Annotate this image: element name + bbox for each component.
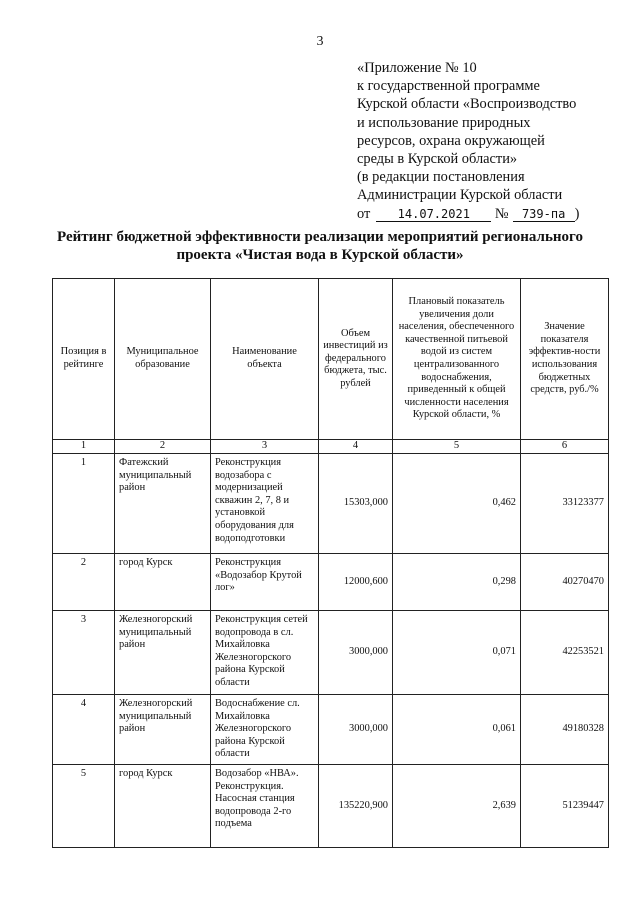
cell-investment: 3000,000 <box>319 611 393 695</box>
table-row <box>53 765 609 848</box>
cell-investment: 3000,000 <box>319 695 393 765</box>
header-object: Наименование объекта <box>211 279 319 440</box>
cell-position: 5 <box>53 765 115 848</box>
rating-table <box>52 278 609 848</box>
header-municipality: Муниципальное образование <box>115 279 211 440</box>
header-efficiency: Значение показателя эффектив-ности использования бюджетных средств, руб./% <box>521 279 609 440</box>
appendix-line: «Приложение № 10 <box>357 60 477 76</box>
cell-position: 1 <box>53 454 115 554</box>
column-number: 1 <box>53 440 115 454</box>
cell-municipality: Железногорский муниципальный район <box>115 611 211 695</box>
resolution-date-line <box>357 205 617 223</box>
table-row <box>53 695 609 765</box>
column-number: 2 <box>115 440 211 454</box>
table-header-row <box>53 279 609 440</box>
appendix-line: среды в Курской области» <box>357 151 518 168</box>
cell-position: 4 <box>53 695 115 765</box>
cell-indicator: 0,071 <box>393 611 521 695</box>
cell-efficiency: 51239447 <box>521 765 609 848</box>
header-investment: Объем инвестиций из федерального бюджета, тыс. рублей <box>319 279 393 440</box>
cell-position: 3 <box>53 611 115 695</box>
column-number: 4 <box>319 440 393 454</box>
cell-indicator: 0,061 <box>393 695 521 765</box>
column-number-row <box>53 440 609 454</box>
cell-municipality: Фатежский муниципальный район <box>115 454 211 554</box>
appendix-line: ресурсов, охрана окружающей <box>357 132 545 149</box>
appendix-line: Администрации Курской области <box>357 187 563 204</box>
cell-efficiency: 49180328 <box>521 695 609 765</box>
appendix-line: (в редакции постановления <box>357 169 525 186</box>
cell-efficiency: 42253521 <box>521 611 609 695</box>
cell-investment: 135220,900 <box>319 765 393 848</box>
cell-efficiency: 40270470 <box>521 554 609 611</box>
cell-position: 2 <box>53 554 115 611</box>
resolution-date: 14.07.2021 <box>376 207 491 222</box>
cell-efficiency: 33123377 <box>521 454 609 554</box>
page-number: 3 <box>316 34 324 49</box>
cell-investment: 15303,000 <box>319 454 393 554</box>
table-row <box>53 554 609 611</box>
cell-indicator: 2,639 <box>393 765 521 848</box>
cell-object: Реконструкция водозабора с модернизацией скважин 2, 7, 8 и установкой оборудования для водоподготовки <box>211 454 319 554</box>
resolution-number: 739-па <box>513 207 575 222</box>
column-number: 5 <box>393 440 521 454</box>
appendix-block <box>357 59 617 223</box>
cell-object: Реконструкция «Водозабор Крутой лог» <box>211 554 319 611</box>
table-row <box>53 454 609 554</box>
number-prefix: № <box>494 205 509 222</box>
cell-object: Водоснабжение сл. Михайловка Железногорского района Курской области <box>211 695 319 765</box>
table-row <box>53 611 609 695</box>
cell-investment: 12000,600 <box>319 554 393 611</box>
cell-indicator: 0,462 <box>393 454 521 554</box>
appendix-line: Курской области «Воспроизводство <box>357 96 577 113</box>
cell-object: Реконструкция сетей водопровода в сл. Михайловка Железногорского района Курской области <box>211 611 319 695</box>
column-number: 3 <box>211 440 319 454</box>
title-line-1: Рейтинг бюджетной эффективности реализации мероприятий регионального <box>57 229 583 245</box>
cell-object: Водозабор «НВА». Реконструкция. Насосная станция водопровода 2-го подъема <box>211 765 319 848</box>
closing-paren: ) <box>574 205 580 222</box>
cell-indicator: 0,298 <box>393 554 521 611</box>
cell-municipality: город Курск <box>115 554 211 611</box>
title-line-2: проекта «Чистая вода в Курской области» <box>176 247 464 263</box>
date-prefix: от <box>357 205 371 222</box>
column-number: 6 <box>521 440 609 454</box>
header-indicator: Плановый показатель увеличения доли населения, обеспеченного качественной питьевой водой из систем централизованного водоснабжения, приведенный к общей численности населения Курской области, % <box>393 279 521 440</box>
appendix-line: к государственной программе <box>357 78 540 95</box>
appendix-line: и использование природных <box>357 114 531 131</box>
cell-municipality: Железногорский муниципальный район <box>115 695 211 765</box>
document-title <box>40 228 600 264</box>
header-position: Позиция в рейтинге <box>53 279 115 440</box>
cell-municipality: город Курск <box>115 765 211 848</box>
